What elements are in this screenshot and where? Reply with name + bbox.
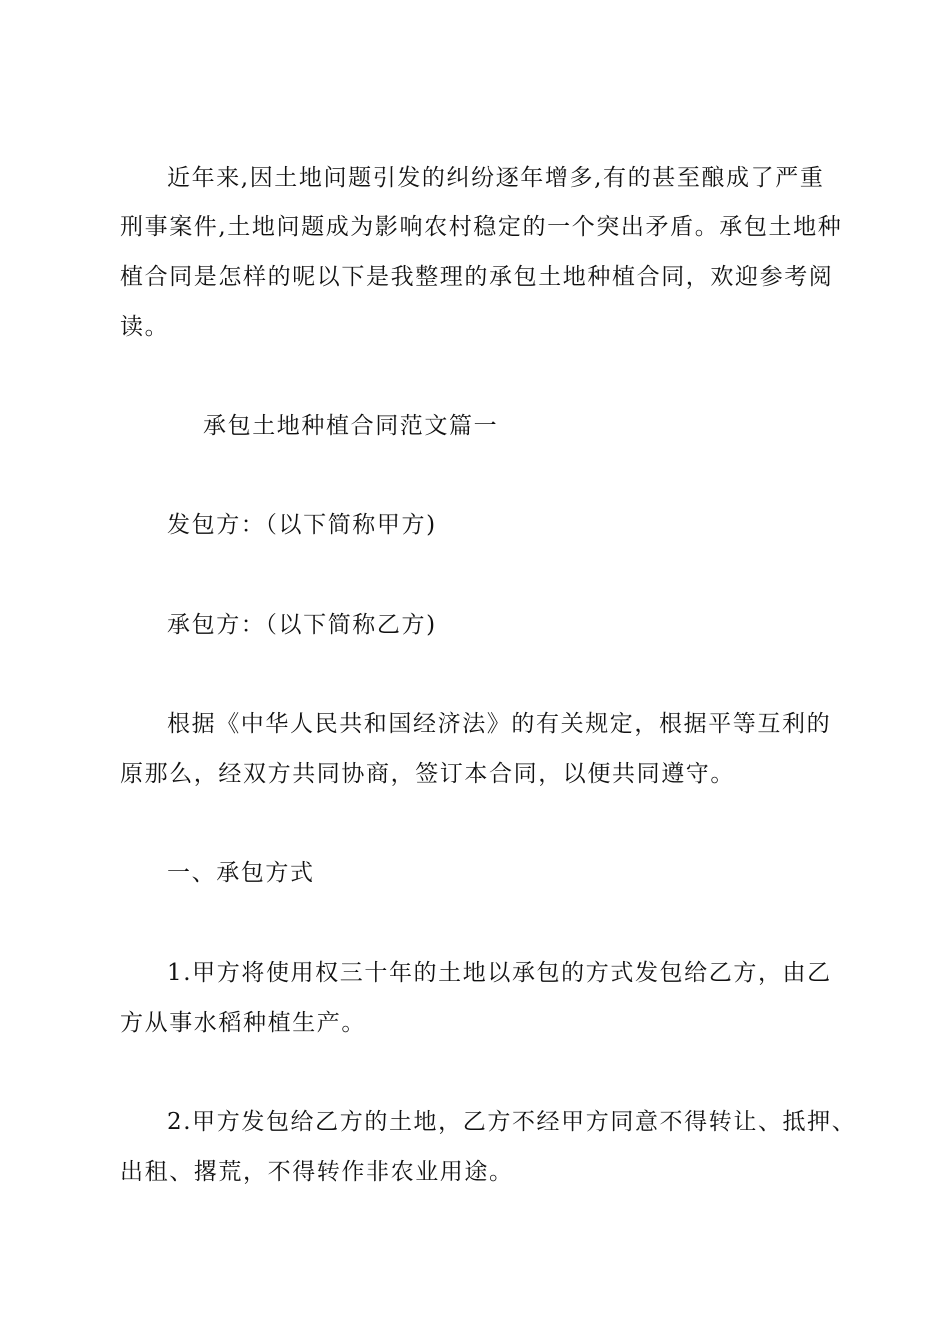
clause-1-line-1: 1.甲方将使用权三十年的土地以承包的方式发包给乙方，由乙 [167, 960, 832, 986]
intro-line-3: 植合同是怎样的呢以下是我整理的承包土地种植合同，欢迎参考阅 [120, 264, 834, 290]
party-b-line: 承包方：（以下简称乙方) [167, 612, 437, 638]
basis-line-1: 根据《中华人民共和国经济法》的有关规定，根据平等互利的 [167, 711, 832, 737]
intro-line-2: 刑事案件,土地问题成为影响农村稳定的一个突出矛盾。承包土地种 [120, 214, 843, 240]
clause-1-line-2: 方从事水稻种植生产。 [120, 1010, 366, 1036]
intro-line-4: 读。 [120, 314, 170, 340]
intro-line-1: 近年来,因土地问题引发的纠纷逐年增多,有的甚至酿成了严重 [167, 165, 825, 191]
section-1-heading: 一、承包方式 [167, 860, 315, 886]
basis-line-2: 原那么，经双方共同协商，签订本合同，以便共同遵守。 [120, 761, 735, 787]
clause-2-line-1: 2.甲方发包给乙方的土地，乙方不经甲方同意不得转让、抵押、 [167, 1109, 857, 1135]
document-title: 承包土地种植合同范文篇一 [203, 413, 499, 439]
clause-2-line-2: 出租、撂荒，不得转作非农业用途。 [120, 1159, 514, 1185]
party-a-line: 发包方：（以下简称甲方) [167, 512, 437, 538]
